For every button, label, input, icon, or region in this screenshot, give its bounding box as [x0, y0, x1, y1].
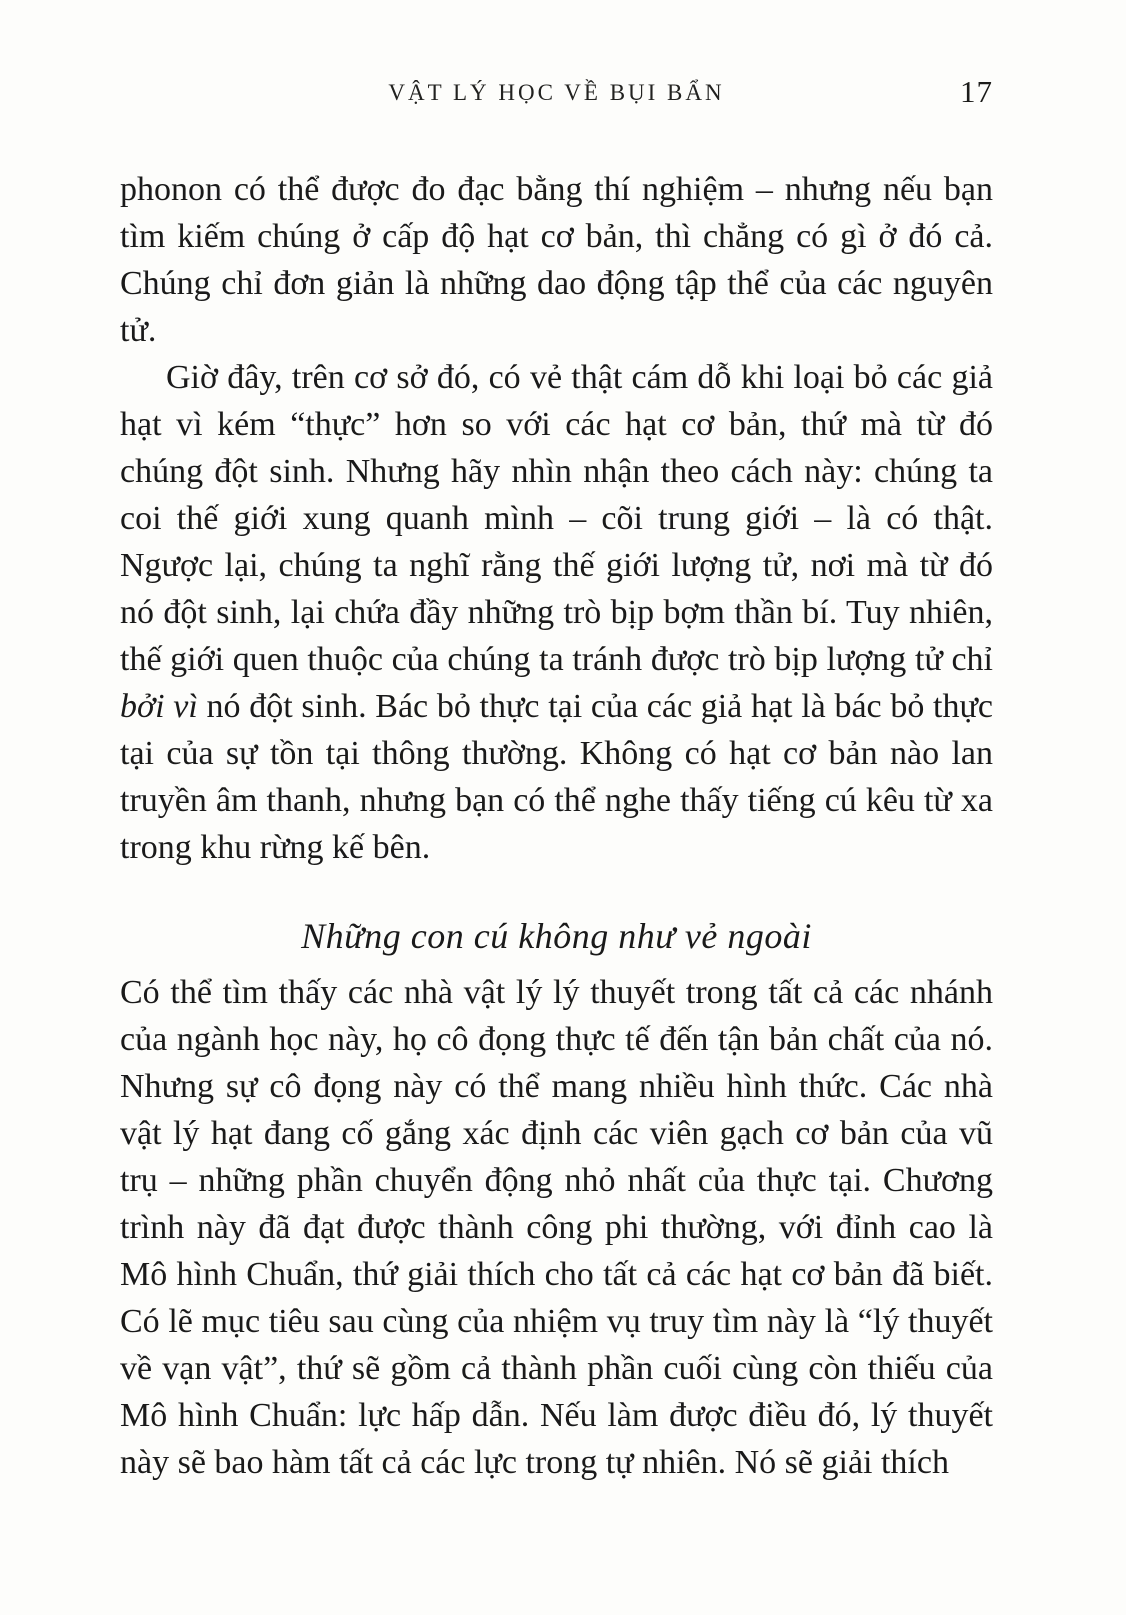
- paragraph-emergence: [120, 354, 993, 871]
- page-body: [120, 166, 993, 1486]
- running-title: VẬT LÝ HỌC VỀ BỤI BẨN: [388, 80, 725, 105]
- paragraph-emergence-before-italic: Giờ đây, trên cơ sở đó, có vẻ thật cám dỗ khi loại bỏ các giả hạt vì kém “thực” hơn so với các hạt cơ bản, thứ mà từ đó chúng đột sinh. Nhưng hãy nhìn nhận theo cách này: chúng ta coi thế giới xung quanh mình – cõi trung giới – là có thật. Ngược lại, chúng ta nghĩ rằng thế giới lượng tử, nơi mà từ đó nó đột sinh, lại chứa đầy những trò bịp bợm thần bí. Tuy nhiên, thế giới quen thuộc của chúng ta tránh được trò bịp lượng tử chỉ: [120, 359, 993, 678]
- paragraph-phonon: phonon có thể được đo đạc bằng thí nghiệm – nhưng nếu bạn tìm kiếm chúng ở cấp độ hạt cơ bản, thì chẳng có gì ở đó cả. Chúng chỉ đơn giản là những dao động tập thể của các nguyên tử.: [120, 171, 993, 349]
- running-header: [120, 74, 993, 109]
- emphasis-boi-vi: bởi vì: [120, 688, 198, 725]
- page-number: 17: [960, 74, 993, 109]
- paragraph-theorists: Có thể tìm thấy các nhà vật lý lý thuyết trong tất cả các nhánh của ngành học này, họ cô đọng thực tế đến tận bản chất của nó. Nhưng sự cô đọng này có thể mang nhiều hình thức. Các nhà vật lý hạt đang cố gắng xác định các viên gạch cơ bản của vũ trụ – những phần chuyển động nhỏ nhất của thực tại. Chương trình này đã đạt được thành công phi thường, với đỉnh cao là Mô hình Chuẩn, thứ giải thích cho tất cả các hạt cơ bản đã biết. Có lẽ mục tiêu sau cùng của nhiệm vụ truy tìm này là “lý thuyết về vạn vật”, thứ sẽ gồm cả thành phần cuối cùng còn thiếu của Mô hình Chuẩn: lực hấp dẫn. Nếu làm được điều đó, lý thuyết này sẽ bao hàm tất cả các lực trong tự nhiên. Nó sẽ giải thích: [120, 974, 993, 1481]
- section-heading: Những con cú không như vẻ ngoài: [301, 916, 812, 956]
- paragraph-emergence-after-italic: nó đột sinh. Bác bỏ thực tại của các giả hạt là bác bỏ thực tại của sự tồn tại thông thường. Không có hạt cơ bản nào lan truyền âm thanh, nhưng bạn có thể nghe thấy tiếng cú kêu từ xa trong khu rừng kế bên.: [120, 688, 993, 866]
